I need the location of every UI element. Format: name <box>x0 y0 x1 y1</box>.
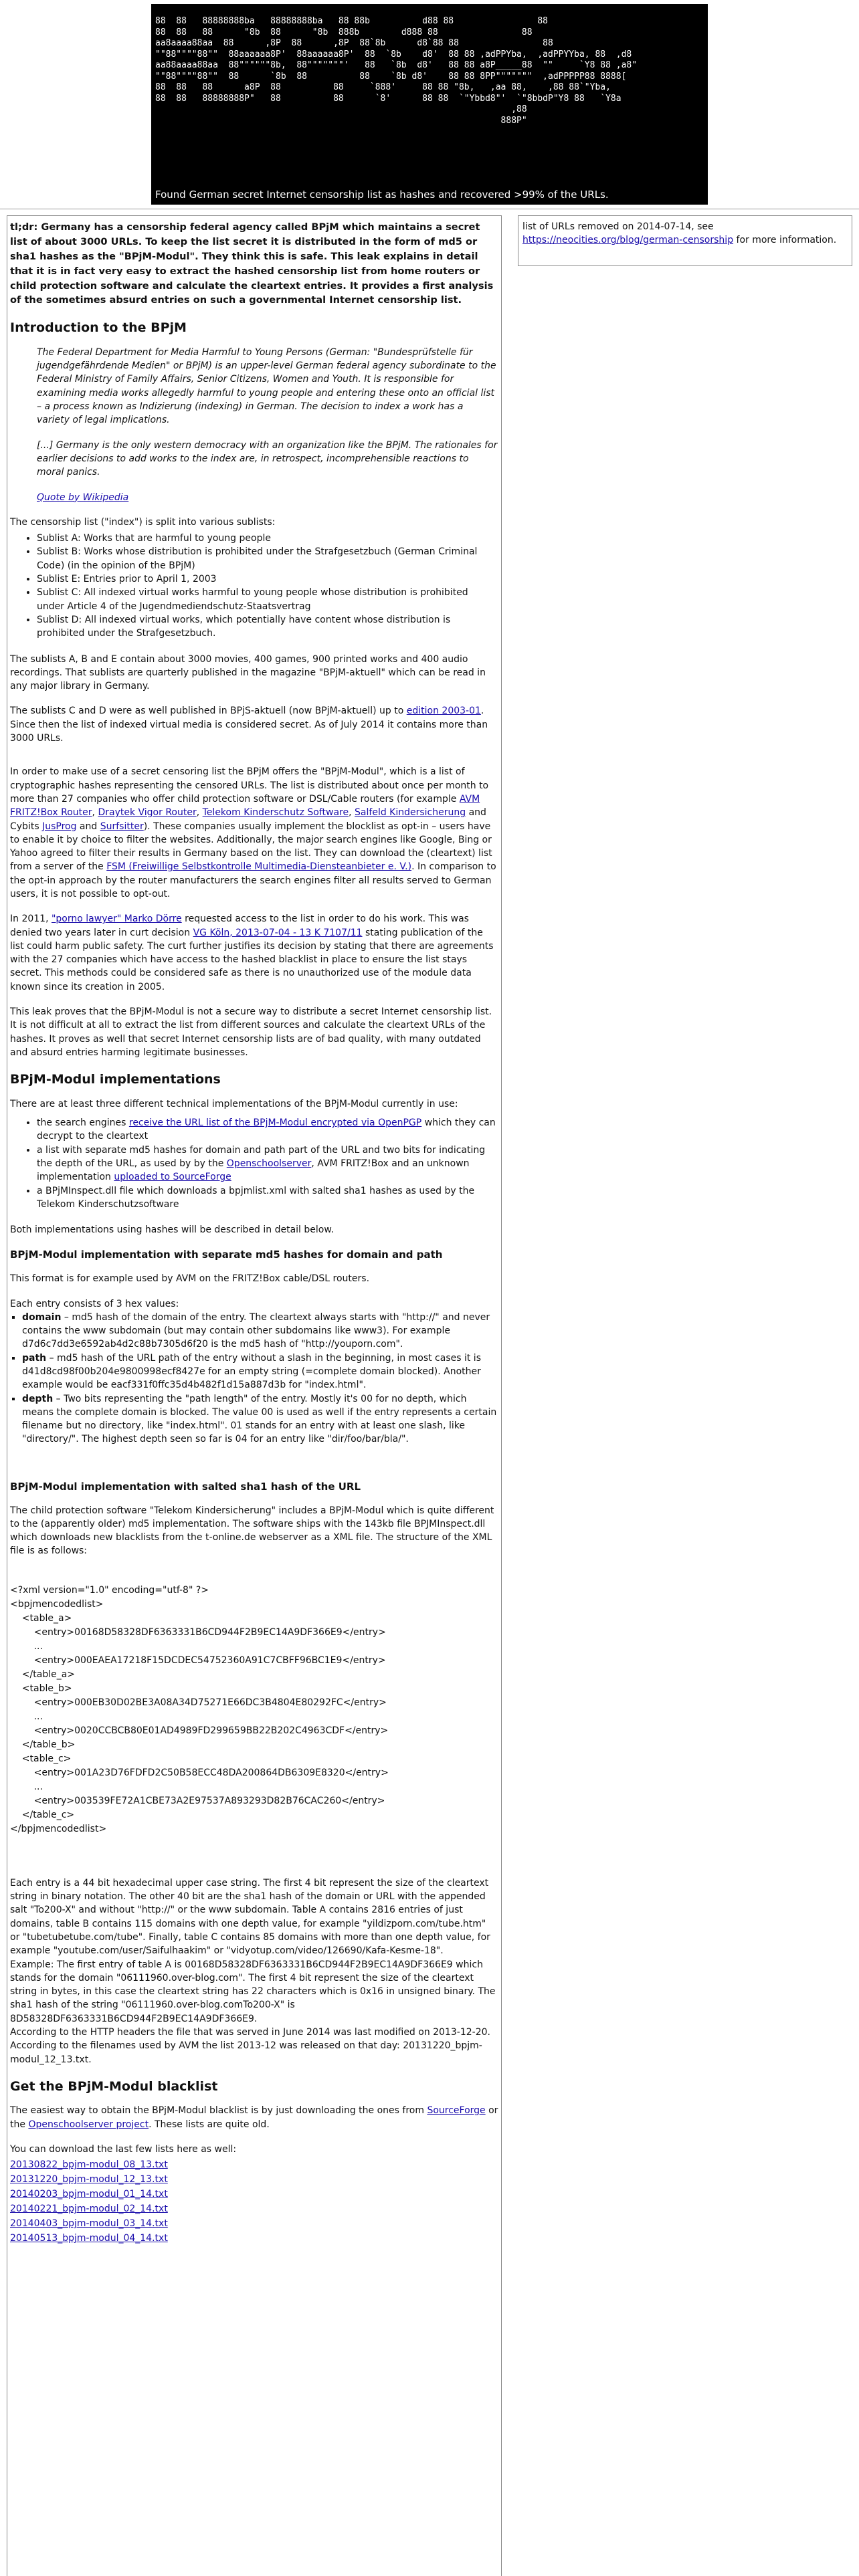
header-banner <box>151 4 708 205</box>
list-item: ▪ depth – Two bits representing the "path length" of the entry. Mostly it's 00 for no depth, which means the complete domain is blocked. The value 00 is used as well if the entry represents a certain filename but no directory, like "index.html". 01 stands for an entry with at least one slash, like "directory/". The highest depth seen so far is 04 for an entry like "dir/foo/bar/bla/". <box>22 1392 498 1446</box>
file-link[interactable]: 20131220_bpjm-modul_12_13.txt <box>10 2174 168 2185</box>
wikipedia-quote <box>37 346 498 504</box>
list-item: • Sublist A: Works that are harmful to young people <box>37 532 498 545</box>
sidebar-notice <box>518 215 852 266</box>
file-link[interactable]: 20140513_bpjm-modul_04_14.txt <box>10 2233 168 2244</box>
sidebar-text-after: for more information. <box>733 235 837 246</box>
paragraph: In 2011, "porno lawyer" Marko Dörre requested access to the list in order to do his work. This was denied two years later in curt decision VG Köln, 2013-07-04 - 13 K 7107/11 stating publication of the list could harm public safety. The curt further justifies its decision by stating that there are agreements with the 27 companies which have access to the hashed blacklist in place to ensure the list stays secret. This methods could be considered safe as there is no unauthorized use of the module data known since its creation in 2005. <box>10 914 494 992</box>
link-fsm[interactable]: FSM (Freiwillige Selbstkontrolle Multimedia-Diensteanbieter e. V.) <box>106 861 412 873</box>
sidebar-text: list of URLs removed on 2014-07-14, see <box>522 221 714 232</box>
paragraph: The sublists C and D were as well published in BPjS-aktuell (now BPjM-aktuell) up to edition 2003-01. <box>10 706 484 717</box>
sublists-intro: The censorship list ("index") is split into various sublists: <box>10 516 276 528</box>
link-draytek[interactable]: Draytek Vigor Router <box>98 807 197 819</box>
sublist-list <box>10 532 498 640</box>
implementation-list <box>10 1116 498 1211</box>
quote-text: The Federal Department for Media Harmful to Young Persons (German: "Bundesprüfstelle für jugendgefährdende Medien" or BPjM) is an upper-level German federal agency subordinate to the Federal Ministry of Family Affairs, Senior Citizens, Women and Youth. It is responsible for examining media works allegedly harmful to young people and entering these onto an official list – a process known as Indizierung (indexing) in German. The decision to index a work has a variety of legal implications. <box>37 346 496 426</box>
link-doerre[interactable]: "porno lawyer" Marko Dörre <box>51 914 182 925</box>
tldr-summary: tl;dr: Germany has a censorship federal agency called BPjM which maintains a secret list of about 3000 URLs. To keep the list secret it is distributed in the form of md5 or sha1 hashes as the "BPjM-Modul". They think this is safe. This leak explains in detail that it is in fact very easy to extract the hashed censorship list from home routers or child protection software and calculate the cleartext entries. It provides a first analysis of the sometimes absurd entries on such a governmental Internet censorship list. <box>10 221 494 306</box>
paragraph: According to the HTTP headers the file that was served in June 2014 was last modified on 2013-12-20. According to the filenames used by AVM the list 2013-12 was released on that day: 20131220_bpjm-modul_12_13.txt. <box>10 2026 490 2065</box>
link-jusprog[interactable]: JusProg <box>42 821 77 832</box>
file-download-list <box>10 2157 498 2246</box>
list-item: • a BPjMInspect.dll file which downloads a bpjmlist.xml with salted sha1 hashes as used by the Telekom Kinderschutzsoftware <box>37 1184 498 1212</box>
quote-text-2: [...] Germany is the only western democracy with an organization like the BPjM. The rationales for earlier decisions to add works to the index are, in retrospect, incomprehensible reactions to moral panics. <box>37 439 498 478</box>
file-link[interactable]: 20140203_bpjm-modul_01_14.txt <box>10 2189 168 2200</box>
banner-caption: Found German secret Internet censorship list as hashes and recovered >99% of the URLs. <box>155 189 609 201</box>
link-vg-koeln[interactable]: VG Köln, 2013-07-04 - 13 K 7107/11 <box>193 927 363 938</box>
heading-sha1: BPjM-Modul implementation with salted sha1 hash of the URL <box>10 1480 361 1493</box>
paragraph: Since then the list of indexed virtual media is considered secret. As of July 2014 it contains more than 3000 URLs. <box>10 719 488 744</box>
sidebar-link[interactable]: https://neocities.org/blog/german-censorship <box>522 235 734 246</box>
link-avm[interactable]: AVM FRITZ!Box Router <box>10 793 480 819</box>
file-link[interactable]: 20140403_bpjm-modul_03_14.txt <box>10 2218 168 2230</box>
paragraph: There are at least three different technical implementations of the BPjM-Modul currently in use: <box>10 1098 458 1109</box>
link-sourceforge[interactable]: SourceForge <box>427 2105 486 2117</box>
link-salfeld[interactable]: Salfeld Kindersicherung <box>355 807 466 819</box>
heading-get-blacklist: Get the BPjM-Modul blacklist <box>10 2078 218 2094</box>
quote-source-link[interactable]: Quote by Wikipedia <box>37 492 129 503</box>
list-item: ▪ path – md5 hash of the URL path of the entry without a slash in the beginning, in most cases it is d41d8cd98f00b204e9800998ecf8427e for an empty string (=complete domain blocked). Another example would be eacf331f0ffc35d4b482f1d15a887d3b for "index.html". <box>22 1352 498 1392</box>
link-openschoolserver[interactable]: Openschoolserver <box>226 1158 312 1169</box>
paragraph: Each entry is a 44 bit hexadecimal upper case string. The first 4 bit represent the size of the cleartext string in binary notation. The other 40 bit are the sha1 hash of the domain or URL with the appended salt "To200-X" and without "http://" or the www subdomain. Table A contains 2816 entries of just domains, table B contains 115 domains with one depth value, for example "yildizporn.com/tube.htm" or "tubetubetube.com/tube". Finally, table C contains 85 domains with more than one depth value, for example "youtube.com/user/Saifulhaakim" or "vidyotup.com/video/126690/Kafa-Kesme-18". <box>10 1877 490 1957</box>
paragraph: This format is for example used by AVM on the FRITZ!Box cable/DSL routers. <box>10 1273 370 1285</box>
xml-example: <?xml version="1.0" encoding="utf-8" ?> <bpjmencodedlist> <table_a> <entry>00168D58328DF6363331B6CD944F2B9EC14A9DF366E9</entry> ... <entry>000EAEA17218F15DCDEC54752360A91C7CBFF96BC1E9</entry> </table_a> <table_b> <entry>000EB30D02BE3A08A34D75271E66DC3B4804E80292FC</entry> ... <entry>0020CCBCB80E01AD4989FD299659BB22B202C4963CDF</entry> </table_b> <table_c> <entry>001A23D76FDFD2C50B58ECC48DA200864DB6309E8320</entry> ... <entry>003539FE72A1CBE73A2E97537A893293D82B76CAC260</entry> </table_c> </bpjmencodedlist> <box>10 1584 389 1834</box>
list-item: • a list with separate md5 hashes for domain and path part of the URL and two bits for indicating the depth of the URL, as used by by the Openschoolserver, AVM FRITZ!Box and an unknown implementation uploaded to SourceForge <box>37 1144 498 1184</box>
paragraph: The sublists A, B and E contain about 3000 movies, 400 games, 900 printed works and 400 audio recordings. That sublists are quarterly published in the magazine "BPjM-aktuell" which can be read in any major library in Germany. <box>10 653 486 692</box>
paragraph: Both implementations using hashes will be described in detail below. <box>10 1224 334 1236</box>
link-openpgp[interactable]: receive the URL list of the BPjM-Modul encrypted via OpenPGP <box>128 1117 422 1129</box>
heading-implementations: BPjM-Modul implementations <box>10 1072 221 1087</box>
link-surfsitter[interactable]: Surfsitter <box>100 821 144 832</box>
paragraph: Example: The first entry of table A is 00168D58328DF6363331B6CD944F2B9EC14A9DF366E9 which stands for the domain "06111960.over-blog.com". The first 4 bit represent the size of the cleartext string in bytes, in this case the cleartext string has 22 characters which is 0x16 in unsigned binary. The sha1 hash of the string "06111960.over-blog.comTo200-X" is 8D58328DF6363331B6CD944F2B9EC14A9DF366E9. <box>10 1959 496 2024</box>
edition-link[interactable]: edition 2003-01 <box>406 706 481 717</box>
link-openschoolserver-project[interactable]: Openschoolserver project <box>28 2119 149 2130</box>
heading-md5: BPjM-Modul implementation with separate md5 hashes for domain and path <box>10 1249 443 1261</box>
paragraph: Each entry consists of 3 hex values: <box>10 1298 179 1309</box>
list-item: • Sublist B: Works whose distribution is prohibited under the Strafgesetzbuch (German Criminal Code) (in the opinion of the BPjM) <box>37 545 498 572</box>
paragraph: This leak proves that the BPjM-Modul is not a secure way to distribute a secret Internet censorship list. It is not difficult at all to extract the list from different sources and calculate the cleartext URLs of the hashes. It proves as well that secret Internet censorship lists are of bad quality, with many outdated and absurd entries harming legitimate businesses. <box>10 1006 492 1058</box>
paragraph: You can download the last few lists here as well: <box>10 2144 237 2155</box>
link-sourceforge-upload[interactable]: uploaded to SourceForge <box>114 1172 231 1183</box>
list-item: ▪ domain – md5 hash of the domain of the entry. The cleartext always starts with "http://" and never contains the www subdomain (but may contain other subdomains like www3). For example d7d6c7dd3e6592ab4d2c88b7305d6f20 is the md5 hash of "http://youporn.com". <box>22 1311 498 1352</box>
file-link[interactable]: 20140221_bpjm-modul_02_14.txt <box>10 2204 168 2215</box>
paragraph: In order to make use of a secret censoring list the BPjM offers the "BPjM-Modul", which is a list of cryptographic hashes representing the censored URLs. The list is distributed about once per month to more than 27 companies who offer child protection software or DSL/Cable routers (for example AVM FRITZ!Box Router, Draytek Vigor Router, Telekom Kinderschutz Software, Salfeld Kindersicherung and Cybits JusProg and Surfsitter). These companies usually implement the blocklist as opt-in – users have to enable it by choice to filter the websites. Additionally, the major search engines like Google, Bing or Yahoo agreed to filter their results in Germany based on the list. They can download the (cleartext) list from a server of the FSM (Freiwillige Selbstkontrolle Multimedia-Diensteanbieter e. V.). In comparison to the opt-in approach by the router manufacturers the search engines filter all results served to German users, it is not possible to opt-out. <box>10 766 496 899</box>
file-link[interactable]: 20130822_bpjm-modul_08_13.txt <box>10 2159 168 2171</box>
paragraph: The easiest way to obtain the BPjM-Modul blacklist is by just downloading the ones from SourceForge or the Openschoolserver project. These lists are quite old. <box>10 2105 498 2130</box>
ascii-art-logo: 88 88 88888888ba 88888888ba 88 88b d88 88 88 88 88 88 "8b 88 "8b 888b d888 88 88 aa8aaaa88aa 88 ,8P 88 ,8P 88`8b d8`88 88 88 ""88""""88"" 88aaaaaa8P' 88aaaaaa8P' 88 `8b d8' 88 88 ,adPPYba, ,adPPYYba, 88 ,d8 aa88aaaa88aa 88""""""8b, 88"""""""' 88 `8b d8' 88 88 a8P_____88 "" `Y8 88 ,a8" ""88""""88"" 88 `8b 88 88 `8b d8' 88 88 8PP""""""" ,adPPPPP88 8888[ 88 88 88 a8P 88 88 `888' 88 88 "8b, ,aa 88, ,88 88`"Yba, 88 88 88888888P" 88 88 `8' 88 88 `"Ybbd8"' `"8bbdP"Y8 88 `Y8a ,88 888P" <box>155 16 638 126</box>
paragraph: The child protection software "Telekom Kindersicherung" includes a BPjM-Modul which is quite different to the (apparently older) md5 implementation. The software ships with the 143kb file BPJMInspect.dll which downloads new blacklists from the t-online.de webserver as a XML file. The structure of the XML file is as follows: <box>10 1505 494 1557</box>
list-item: • the search engines receive the URL list of the BPjM-Modul encrypted via OpenPGP which they can decrypt to the cleartext <box>37 1116 498 1144</box>
link-telekom[interactable]: Telekom Kinderschutz Software <box>202 807 349 819</box>
list-item: • Sublist E: Entries prior to April 1, 2003 <box>37 572 498 586</box>
article <box>7 215 502 2576</box>
list-item: • Sublist C: All indexed virtual works harmful to young people whose distribution is prohibited under Article 4 of the Jugendmediendschutz-Staatsvertrag <box>37 586 498 613</box>
heading-intro: Introduction to the BPjM <box>10 320 187 336</box>
hex-values-list <box>10 1311 498 1446</box>
list-item: • Sublist D: All indexed virtual works, which potentially have content whose distribution is prohibited under the Strafgesetzbuch. <box>37 613 498 641</box>
